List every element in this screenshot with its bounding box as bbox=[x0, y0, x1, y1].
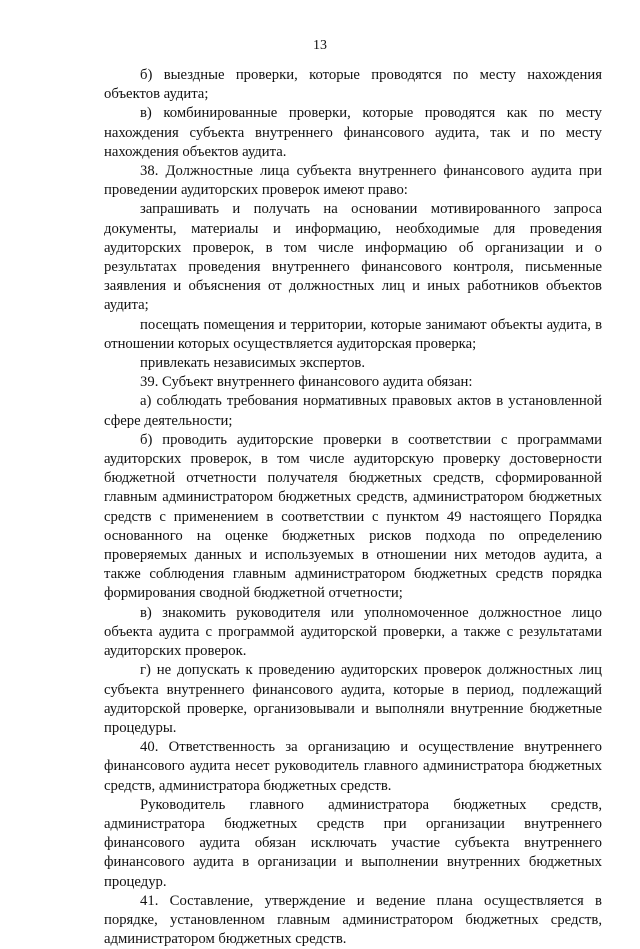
paragraph-39b: б) проводить аудиторские проверки в соответствии с программами аудиторских проверок, в том числе аудиторскую проверку достоверности бюджетной отчетности получателя бюджетных средств, сформированной главным администратором бюджетных средств, администратором бюджетных средств с применением в соответствии с пунктом 49 настоящего Порядка основанного на оценке бюджетных рисков подхода по определению проверяемых данных и используемых в отношении них методов аудита, а также соблюдения главным администратором бюджетных средств порядка формирования сводной бюджетной отчетности; bbox=[104, 431, 602, 602]
paragraph-38-right-visit: посещать помещения и территории, которые занимают объекты аудита, в отношении которых осуществляется аудиторская проверка; bbox=[104, 316, 602, 352]
paragraph-39d: г) не допускать к проведению аудиторских проверок должностных лиц субъекта внутреннего финансового аудита, которые в период, подлежащий аудиторской проверке, организовывали и выполняли внутренние бюджетные процедуры. bbox=[104, 662, 602, 736]
paragraph-38-right-request: запрашивать и получать на основании мотивированного запроса документы, материалы и информацию, необходимые для проведения аудиторских проверок, в том числе информацию об организации и о результатах проведения внутреннего финансового контроля, письменные заявления и объяснения от должностных лиц и иных работников объектов аудита; bbox=[104, 201, 602, 314]
paragraph-40: 40. Ответственность за организацию и осуществление внутреннего финансового аудита несет руководитель главного администратора бюджетных средств, администратора бюджетных средств. bbox=[104, 739, 602, 794]
document-body bbox=[104, 66, 602, 949]
paragraph-39c: в) знакомить руководителя или уполномоченное должностное лицо объекта аудита с программой аудиторской проверки, а также с результатами аудиторских проверок. bbox=[104, 604, 602, 660]
paragraph-38-right-experts: привлекать независимых экспертов. bbox=[140, 355, 366, 372]
paragraph-39a: а) соблюдать требования нормативных правовых актов в установленной сфере деятельности; bbox=[104, 393, 602, 429]
page-number: 13 bbox=[313, 38, 327, 53]
paragraph-39: 39. Субъект внутреннего финансового аудита обязан: bbox=[140, 374, 473, 391]
paragraph-40-head: Руководитель главного администратора бюджетных средств, администратора бюджетных средств при организации внутреннего финансового аудита обязан исключать участие субъекта внутреннего финансового аудита в организации и выполнении внутренних бюджетных процедур. bbox=[104, 796, 602, 890]
paragraph-37c: в) комбинированные проверки, которые проводятся как по месту нахождения субъекта внутреннего финансового аудита, так и по месту нахождения объектов аудита. bbox=[104, 105, 602, 160]
paragraph-41: 41. Составление, утверждение и ведение плана осуществляется в порядке, установленном главным администратором бюджетных средств, администратором бюджетных средств. bbox=[104, 892, 602, 948]
paragraph-38: 38. Должностные лица субъекта внутреннего финансового аудита при проведении аудиторских проверок имеют право: bbox=[104, 163, 602, 199]
paragraph-37b: б) выездные проверки, которые проводятся по месту нахождения объектов аудита; bbox=[104, 67, 602, 103]
